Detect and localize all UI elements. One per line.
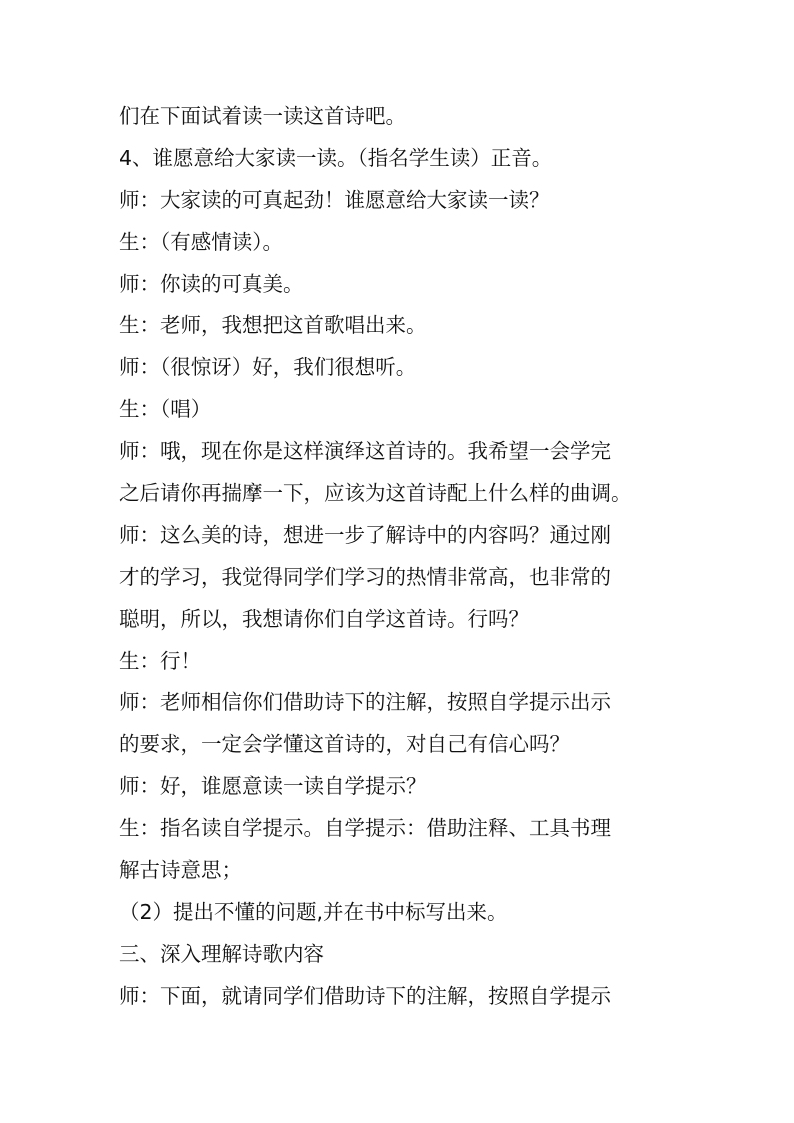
text-line: 聪明，所以，我想请你们自学这首诗。行吗？ — [119, 606, 529, 631]
text-line: 的要求，一定会学懂这首诗的，对自己有信心吗？ — [119, 732, 570, 757]
text-line: 生：老师，我想把这首歌唱出来。 — [119, 313, 427, 338]
text-line: 生：（有感情读）。 — [119, 229, 283, 254]
text-line: 解古诗意思； — [119, 858, 242, 883]
text-line: 们在下面试着读一读这首诗吧。 — [119, 104, 406, 128]
text-line: 师：老师相信你们借助诗下的注解，按照自学提示出示 — [119, 690, 611, 715]
text-line: 师：好，谁愿意读一读自学提示？ — [119, 774, 427, 799]
section-heading: 三、深入理解诗歌内容 — [119, 941, 324, 966]
text-line: 4、谁愿意给大家读一读。（指名学生读）正音。 — [119, 145, 553, 170]
text-line: 师：（很惊讶）好，我们很想听。 — [119, 355, 417, 380]
text-line: （2）提出不懂的问题,并在书中标写出来。 — [119, 899, 508, 924]
text-line: 生：（唱） — [119, 397, 212, 422]
text-line: 师：下面，就请同学们借助诗下的注解，按照自学提示 — [119, 983, 611, 1008]
text-line: 才的学习，我觉得同学们学习的热情非常高，也非常的 — [119, 564, 611, 589]
text-line: 师：这么美的诗，想进一步了解诗中的内容吗？通过刚 — [119, 522, 611, 547]
text-line: 之后请你再揣摩一下，应该为这首诗配上什么样的曲调。 — [119, 481, 632, 506]
text-line: 师：哦，现在你是这样演绎这首诗的。我希望一会学完 — [119, 439, 611, 464]
text-line: 生：行！ — [119, 648, 201, 673]
text-line: 师：大家读的可真起劲！谁愿意给大家读一读？ — [119, 187, 550, 212]
text-line: 师：你读的可真美。 — [119, 271, 304, 296]
text-line: 生：指名读自学提示。自学提示：借助注释、工具书理 — [119, 816, 611, 841]
lesson-transcript — [119, 96, 679, 1018]
